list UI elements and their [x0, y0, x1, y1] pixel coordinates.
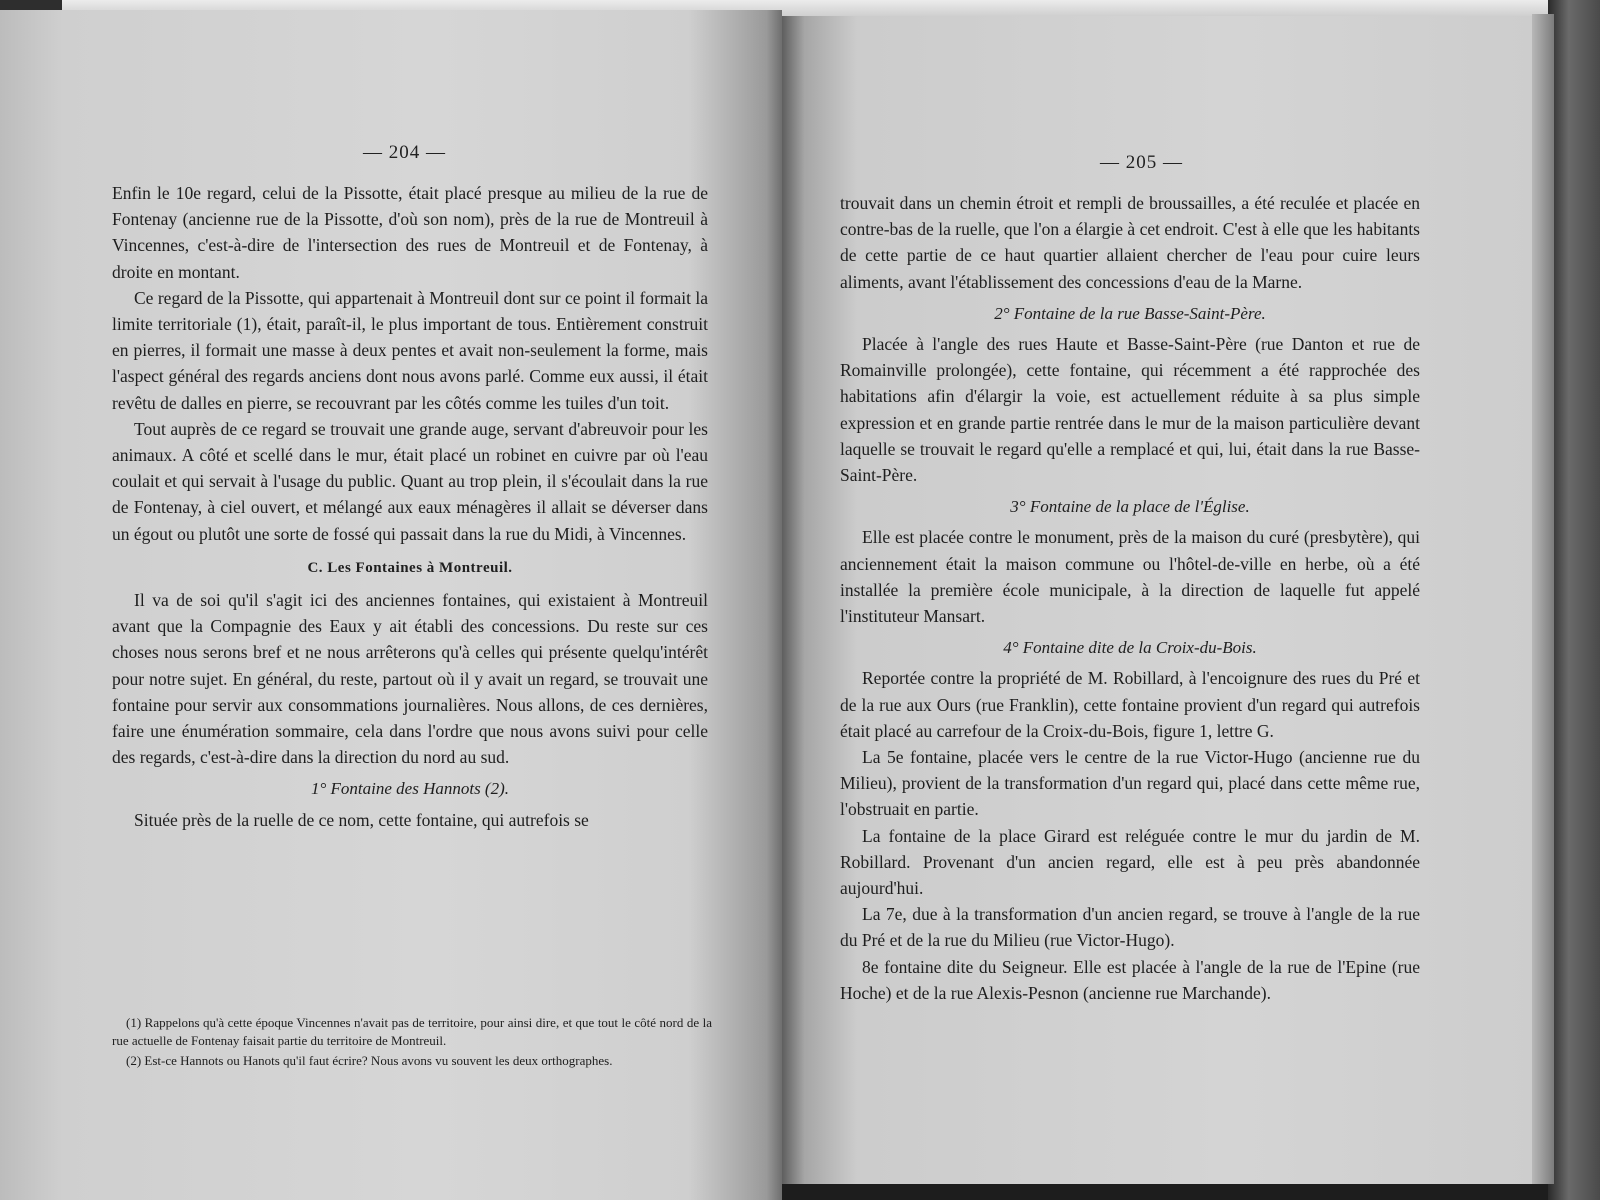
book-cover-edge: [1548, 0, 1600, 1200]
paragraph: Tout auprès de ce regard se trouvait une grande auge, servant d'abreuvoir pour les animaux. A côté et scellé dans le mur, était placé un robinet en cuivre par où l'eau coulait et qui servait à l'usage du public. Quant au trop plein, il s'écoulait dans la rue de Fontenay, à ciel ouvert, et mélangé aux eaux ménagères il allait se déverser dans un égout ou plutôt une sorte de fossé qui passait dans la rue du Midi, à Vincennes.: [112, 418, 708, 544]
paragraph: Ce regard de la Pissotte, qui appartenait à Montreuil dont sur ce point il formait la limite territoriale (1), était, paraît-il, le plus important de tous. Entièrement construit en pierres, il formait une masse à deux pentes et avait non-seulement la forme, mais l'aspect général des regards anciens dont nous avons parlé. Comme eux aussi, il était revêtu de dalles en pierre, se recouvrant par les côtés comme les tuiles d'un toit.: [112, 287, 708, 413]
left-page: [0, 10, 782, 1200]
paragraph: La fontaine de la place Girard est reléguée contre le mur du jardin de M. Robillard. Provenant d'un ancien regard, elle est à peu près abandonnée aujourd'hui.: [840, 825, 1420, 899]
paragraph: trouvait dans un chemin étroit et rempli de broussailles, a été reculée et placée en contre-bas de la ruelle, que l'on a élargie à cet endroit. C'est à elle que les habitants de cette partie de ce haut quartier allaient chercher de l'eau pour cuire leurs aliments, avant l'établissement des concessions d'eau de la Marne.: [840, 193, 1420, 292]
paragraph: Placée à l'angle des rues Haute et Basse-Saint-Père (rue Danton et rue de Romainville prolongée), cette fontaine, qui récemment a été rapprochée des habitations afin d'élargir la voie, est actuellement réduite à sa plus simple expression et en grande partie rentrée dans le mur de la maison particulière devant laquelle se trouvait le regard qu'elle a remplacé et qui, lui, était dans la rue Basse-Saint-Père.: [840, 334, 1420, 486]
subheading: 3° Fontaine de la place de l'Église.: [1010, 497, 1250, 517]
right-page: [782, 16, 1534, 1184]
right-page-text: [840, 190, 1420, 1006]
paragraph: Reportée contre la propriété de M. Robillard, à l'encoignure des rues du Pré et de la rue aux Ours (rue Franklin), cette fontaine provient d'un regard qui autrefois était placé au carrefour de la Croix-du-Bois, figure 1, lettre G.: [840, 668, 1420, 741]
page-number: — 204 —: [363, 142, 446, 163]
subheading: 1° Fontaine des Hannots (2).: [310, 779, 510, 799]
footnote: (1) Rappelons qu'à cette époque Vincennes n'avait pas de territoire, pour ainsi dire, et que tout le côté nord de la rue actuelle de Fontenay faisait partie du territoire de Montreuil.: [112, 1015, 712, 1048]
section-heading: C. Les Fontaines à Montreuil.: [307, 559, 513, 576]
paragraph: Elle est placée contre le monument, près de la maison du curé (presbytère), qui anciennement était la maison commune ou l'hôtel-de-ville en herbe, où a été installée la première école municipale, à la direction de laquelle fut appelé l'instituteur Mansart.: [840, 527, 1420, 627]
left-page-text: [112, 180, 708, 833]
paragraph: 8e fontaine dite du Seigneur. Elle est placée à l'angle de la rue de l'Epine (rue Hoche) et de la rue Alexis-Pesnon (ancienne rue Marchande).: [840, 956, 1420, 1003]
paragraph: Enfin le 10e regard, celui de la Pissotte, était placé presque au milieu de la rue de Fontenay (ancienne rue de la Pissotte, d'où son nom), près de la rue de Montreuil à Vincennes, c'est-à-dire de l'intersection des rues de Montreuil et de Fontenay, à droite en montant.: [112, 183, 708, 282]
subheading: 4° Fontaine dite de la Croix-du-Bois.: [1003, 638, 1257, 658]
paragraph: Il va de soi qu'il s'agit ici des anciennes fontaines, qui existaient à Montreuil avant que la Compagnie des Eaux y ait établi des concessions. Du reste sur ces choses nous serons bref et ne nous arrêterons qu'à celles qui présente quelqu'intérêt pour notre sujet. En général, du reste, partout où il y avait un regard, se trouvait une fontaine pour servir aux consommations journalières. Nous allons, de ces dernières, faire une énumération sommaire, cela dans l'ordre que nous avons suivi pour celle des regards, c'est-à-dire dans la direction du nord au sud.: [112, 590, 708, 768]
subheading: 2° Fontaine de la rue Basse-Saint-Père.: [994, 303, 1266, 323]
paragraph: La 5e fontaine, placée vers le centre de la rue Victor-Hugo (ancienne rue du Milieu), provient de la transformation d'un regard qui, placé dans cette même rue, l'obstruait en partie.: [840, 747, 1420, 820]
footnote: (2) Est-ce Hannots ou Hanots qu'il faut écrire? Nous avons vu souvent les deux orthographes.: [126, 1053, 613, 1068]
book-cover-edge-inner: [1532, 14, 1554, 1184]
page-number: — 205 —: [1100, 152, 1183, 173]
footnotes: [112, 1014, 712, 1072]
paragraph: Située près de la ruelle de ce nom, cette fontaine, qui autrefois se: [134, 809, 589, 830]
paragraph: La 7e, due à la transformation d'un ancien regard, se trouve à l'angle de la rue du Pré et de la rue du Milieu (rue Victor-Hugo).: [840, 904, 1420, 951]
